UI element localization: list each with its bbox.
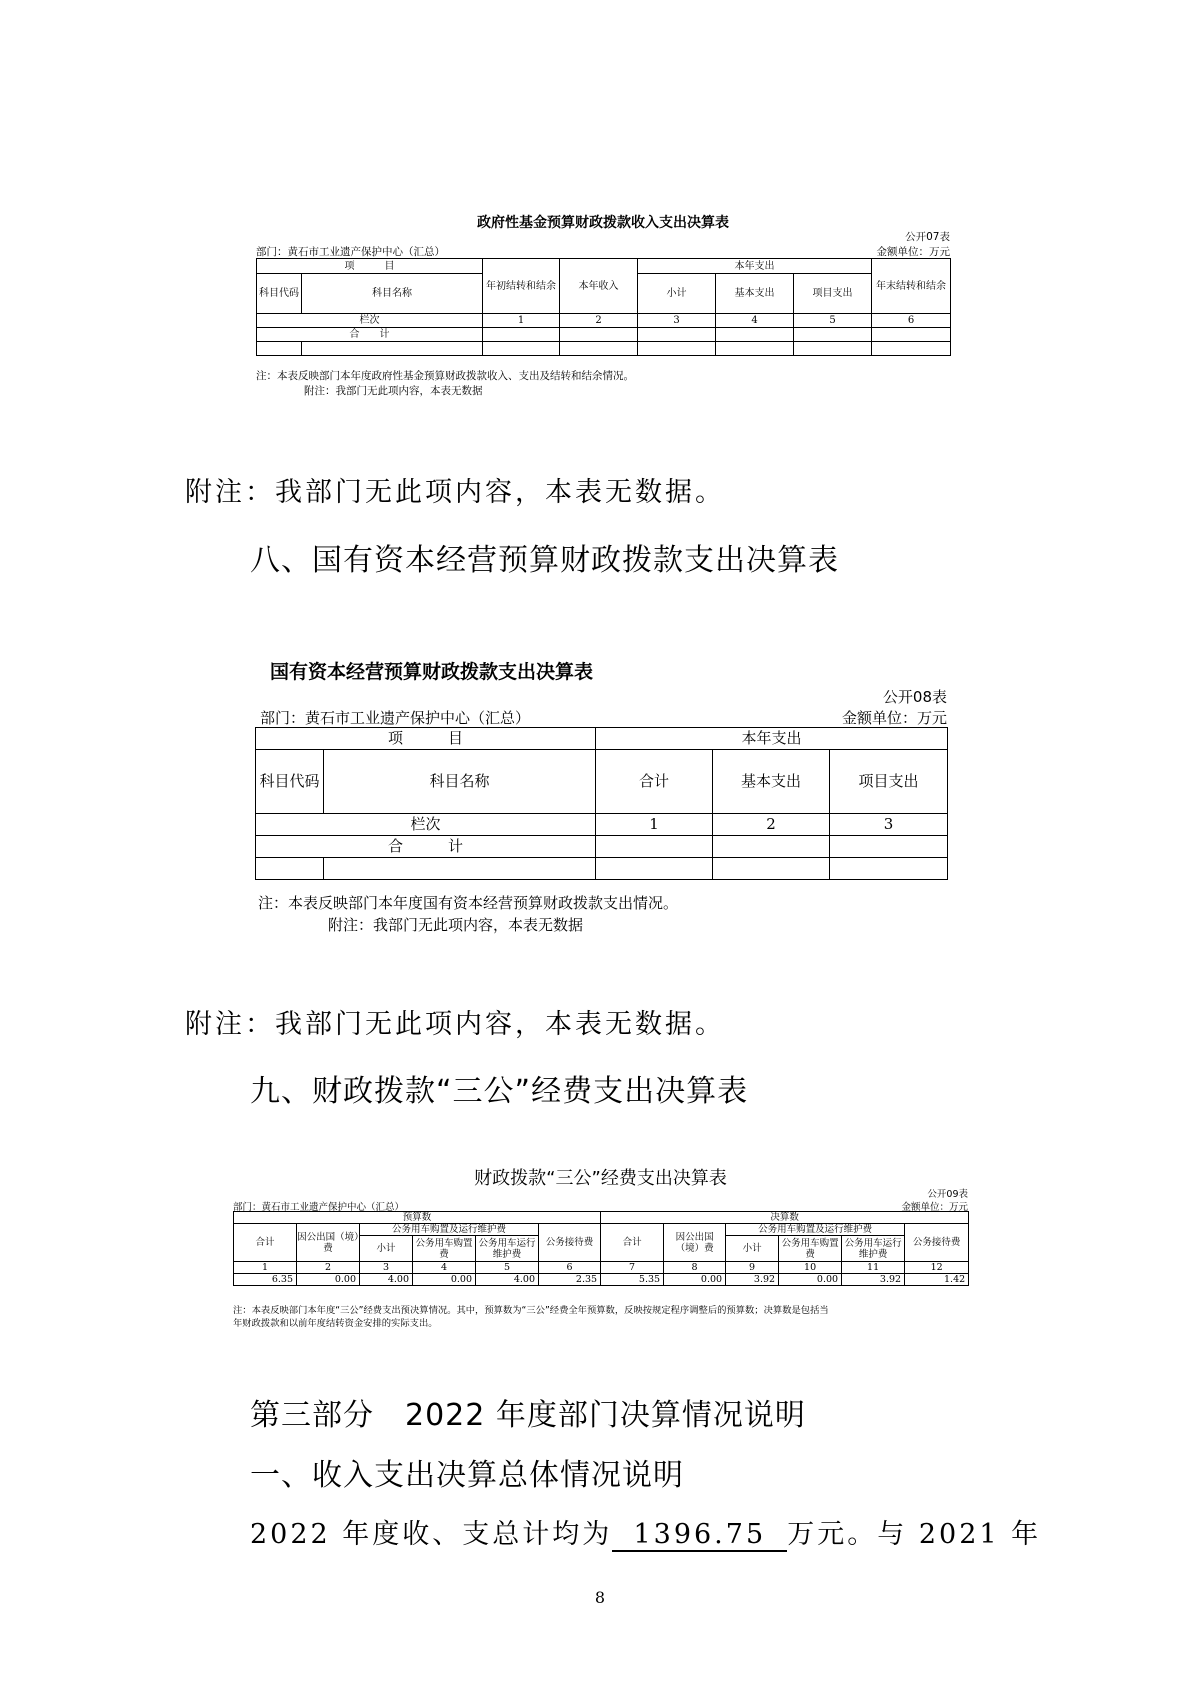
table09-h-run: 公务用车运行维护费 bbox=[842, 1236, 905, 1262]
table07-h-item: 项 目 bbox=[257, 259, 483, 274]
table08-col: 1 bbox=[596, 814, 713, 836]
table09-h-abroad: 因公出国（境）费 bbox=[297, 1224, 360, 1262]
table07-h-income: 本年收入 bbox=[560, 259, 638, 314]
table09-code: 公开09表 bbox=[927, 1189, 968, 1200]
table07-note2: 附注：我部门无此项内容，本表无数据 bbox=[304, 385, 483, 397]
table07-h-code: 科目代码 bbox=[257, 274, 302, 314]
table08-h-code: 科目代码 bbox=[256, 750, 324, 814]
table07-unit: 金额单位：万元 bbox=[876, 246, 950, 258]
table09-h-sub: 小计 bbox=[726, 1236, 779, 1262]
table07-h-begin: 年初结转和结余 bbox=[483, 259, 560, 314]
page-number: 8 bbox=[594, 1588, 606, 1607]
table09-col: 4 bbox=[413, 1262, 476, 1274]
table08-h-item: 项 目 bbox=[256, 728, 596, 750]
table09-value: 6.35 bbox=[234, 1274, 297, 1286]
table09-col: 11 bbox=[842, 1262, 905, 1274]
table09 bbox=[233, 1211, 969, 1286]
section-one-heading: 一、收入支出决算总体情况说明 bbox=[250, 1458, 684, 1493]
table09-col: 8 bbox=[664, 1262, 726, 1274]
table07-h-end: 年末结转和结余 bbox=[872, 259, 951, 314]
table07-note1: 注：本表反映部门本年度政府性基金预算财政拨款收入、支出及结转和结余情况。 bbox=[256, 370, 634, 382]
table09-value: 3.92 bbox=[842, 1274, 905, 1286]
table09-value: 2.35 bbox=[539, 1274, 601, 1286]
table09-unit: 金额单位：万元 bbox=[901, 1202, 968, 1213]
table08-h-project: 项目支出 bbox=[830, 750, 948, 814]
summary-paragraph bbox=[250, 1512, 1041, 1552]
table09-h-recv: 公务接待费 bbox=[905, 1224, 969, 1262]
table09-value: 4.00 bbox=[476, 1274, 539, 1286]
table07-col: 3 bbox=[638, 314, 716, 328]
table09-value: 0.00 bbox=[413, 1274, 476, 1286]
table09-h-run: 公务用车运行维护费 bbox=[476, 1236, 539, 1262]
table09-h-recv: 公务接待费 bbox=[539, 1224, 601, 1262]
table08-h-basic: 基本支出 bbox=[713, 750, 830, 814]
table09-value: 0.00 bbox=[779, 1274, 842, 1286]
table07-h-name: 科目名称 bbox=[302, 274, 483, 314]
table09-col: 10 bbox=[779, 1262, 842, 1274]
table07-code: 公开07表 bbox=[905, 231, 950, 243]
table09-note2: 年财政拨款和以前年度结转资金安排的实际支出。 bbox=[233, 1318, 438, 1329]
table09-col: 12 bbox=[905, 1262, 969, 1274]
table09-col: 1 bbox=[234, 1262, 297, 1274]
table09-h-budget: 预算数 bbox=[234, 1212, 601, 1224]
table09-col: 3 bbox=[360, 1262, 413, 1274]
table09-value: 0.00 bbox=[297, 1274, 360, 1286]
table09-col: 7 bbox=[601, 1262, 664, 1274]
table09-h-total: 合计 bbox=[601, 1224, 664, 1262]
table07-title: 政府性基金预算财政拨款收入支出决算表 bbox=[477, 215, 729, 231]
table09-h-sub: 小计 bbox=[360, 1236, 413, 1262]
summary-total-value: 1396.75 bbox=[612, 1519, 787, 1552]
table08-row-col: 栏次 bbox=[256, 814, 596, 836]
table09-col: 9 bbox=[726, 1262, 779, 1274]
table07-row-total: 合 计 bbox=[257, 328, 483, 342]
summary-suffix: 万元。与 2021 年 bbox=[787, 1519, 1042, 1550]
table07-row-col: 栏次 bbox=[257, 314, 483, 328]
table07-h-expense: 本年支出 bbox=[638, 259, 872, 274]
table09-dept: 部门：黄石市工业遗产保护中心（汇总） bbox=[233, 1202, 405, 1213]
table09-h-abroad: 因公出国（境）费 bbox=[664, 1224, 726, 1262]
table09-h-buy: 公务用车购置费 bbox=[779, 1236, 842, 1262]
summary-prefix: 2022 年度收、支总计均为 bbox=[250, 1519, 613, 1550]
table07-col: 2 bbox=[560, 314, 638, 328]
table08-note1: 注：本表反映部门本年度国有资本经营预算财政拨款支出情况。 bbox=[258, 894, 679, 912]
table09-value: 4.00 bbox=[360, 1274, 413, 1286]
table07-h-basic: 基本支出 bbox=[716, 274, 794, 314]
table09-note1: 注：本表反映部门本年度“三公”经费支出预决算情况。其中，预算数为“三公”经费全年预算数，反映按规定程序调整后的预算数；决算数是包括当 bbox=[233, 1305, 829, 1316]
table08-h-name: 科目名称 bbox=[324, 750, 596, 814]
table08-code: 公开08表 bbox=[882, 688, 947, 706]
table08 bbox=[255, 727, 948, 880]
table08-dept: 部门：黄石市工业遗产保护中心（汇总） bbox=[260, 709, 531, 727]
heading-section-9: 九、财政拨款“三公”经费支出决算表 bbox=[250, 1074, 749, 1109]
table09-h-final: 决算数 bbox=[601, 1212, 969, 1224]
table09-col: 6 bbox=[539, 1262, 601, 1274]
table08-row-total: 合 计 bbox=[256, 836, 596, 858]
table09-col: 5 bbox=[476, 1262, 539, 1274]
table07-col: 4 bbox=[716, 314, 794, 328]
remark-2: 附注：我部门无此项内容，本表无数据。 bbox=[185, 1009, 725, 1040]
table07-h-sub: 小计 bbox=[638, 274, 716, 314]
table09-h-car: 公务用车购置及运行维护费 bbox=[360, 1224, 539, 1236]
table09-title: 财政拨款“三公”经费支出决算表 bbox=[474, 1168, 727, 1189]
table08-unit: 金额单位：万元 bbox=[841, 709, 947, 727]
table08-note2: 附注：我部门无此项内容，本表无数据 bbox=[328, 916, 584, 934]
table08-col: 3 bbox=[830, 814, 948, 836]
table07-dept: 部门：黄石市工业遗产保护中心（汇总） bbox=[256, 246, 445, 258]
table09-col: 2 bbox=[297, 1262, 360, 1274]
remark-1: 附注：我部门无此项内容，本表无数据。 bbox=[185, 477, 725, 508]
table09-value: 3.92 bbox=[726, 1274, 779, 1286]
table09-value: 1.42 bbox=[905, 1274, 969, 1286]
table09-h-total: 合计 bbox=[234, 1224, 297, 1262]
table07-h-project: 项目支出 bbox=[794, 274, 872, 314]
table07-col: 1 bbox=[483, 314, 560, 328]
heading-section-8: 八、国有资本经营预算财政拨款支出决算表 bbox=[250, 543, 839, 578]
part-three-heading: 第三部分 2022 年度部门决算情况说明 bbox=[250, 1398, 806, 1433]
table09-value: 0.00 bbox=[664, 1274, 726, 1286]
table09-value: 5.35 bbox=[601, 1274, 664, 1286]
table07 bbox=[256, 258, 951, 356]
table08-title: 国有资本经营预算财政拨款支出决算表 bbox=[270, 661, 594, 683]
table09-h-car: 公务用车购置及运行维护费 bbox=[726, 1224, 905, 1236]
table07-col: 6 bbox=[872, 314, 951, 328]
table08-h-expense: 本年支出 bbox=[596, 728, 948, 750]
table09-h-buy: 公务用车购置费 bbox=[413, 1236, 476, 1262]
table07-col: 5 bbox=[794, 314, 872, 328]
table08-h-total: 合计 bbox=[596, 750, 713, 814]
table08-col: 2 bbox=[713, 814, 830, 836]
